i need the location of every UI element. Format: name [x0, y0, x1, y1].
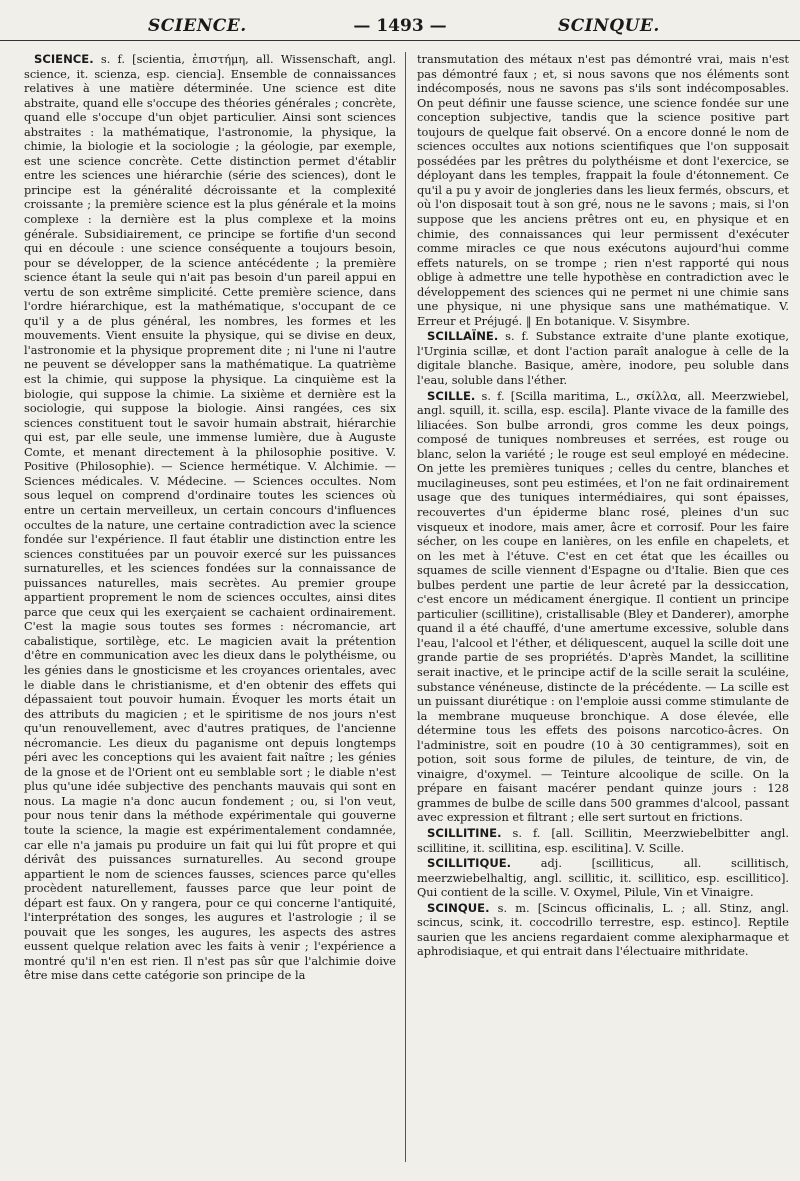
entry-scinque — [417, 901, 789, 959]
entry-headword: SCILLAÏNE. — [427, 329, 499, 344]
header-right-guideword: SCINQUE. — [558, 16, 660, 36]
left-column — [24, 52, 396, 1170]
entry-text: s. f. Substance extraite d'une plante exotique, l'Urginia scillæ, et dont l'action paraît analogue à celle de la digitale blanche. Basique, amère, inodore, peu soluble dans l'eau, soluble dans l'éther. — [417, 329, 789, 388]
entry-scillitine — [417, 826, 789, 855]
entry-text: s. f. [scientia, ἐπιστήμη, all. Wissenschaft, angl. science, it. scienza, esp. ciencia]. Ensemble de connaissances relatives à une matière déterminée. Une science est dite abstraite, quand elle s'occupe des théories générales ; concrète, quand elle s'occupe d'un objet particulier. Ainsi sont sciences abstraites : la mathématique, l'astronomie, la physique, la chimie, la biologie et la sociologie ; la géologie, par exemple, est une science concrète. Cette distinction permet d'établir entre les sciences une hiérarchie (série des sciences), dont le principe est la généralité décroissante et la complexité croissante ; la première science est la plus générale et la moins complexe : la dernière est la plus complexe et la moins générale. Subsidiairement, ce principe se fortifie d'un second qui en découle : une science conséquente a toujours besoin, pour se développer, de la science antécédente ; la première science étant la seule qui n'ait pas besoin d'un pareil appui en vertu de son extrême simplicité. Cette première science, dans l'ordre hiérarchique, est la mathématique, s'occupant de ce qu'il y a de plus général, les nombres, les formes et les mouvements. Vient ensuite la physique, qui se divise en deux, l'astronomie et la physique proprement dite ; ni l'une ni l'autre ne peuvent se développer sans la mathématique. La quatrième est la chimie, qui suppose la physique. La cinquième est la biologie, qui suppose la chimie. La sixième et dernière est la sociologie, qui suppose la biologie. Ainsi rangées, ces six sciences constituent tout le savoir humain abstrait, hiérarchie qui est, par elle seule, une immense lumière, due à Auguste Comte, et menant directement à la philosophie positive. V. Positive (Philosophie). — Science hermétique. V. Alchimie. — Sciences médicales. V. Médecine. — Sciences occultes. Nom sous lequel on comprend d'ordinaire toutes les sciences où entre un certain merveilleux, un certain concours d'influences occultes de la nature, une certaine contradiction avec la science fondée sur l'expérience. Il faut établir une distinction entre les sciences constituées par un pouvoir exercé sur les puissances surnaturelles, et les sciences fondées sur la connaissance de puissances naturelles, mais secrètes. Au premier groupe appartient proprement le nom de sciences occultes, ainsi dites parce que ceux qui les exerçaient se cachaient ordinairement. C'est la magie sous toutes ses formes : nécromancie, art cabalistique, sortilège, etc. Le magicien avait la prétention d'être en communication avec les dieux dans le polythéisme, ou les génies dans le gnosticisme et les croyances orientales, avec le diable dans le christianisme, et d'en obtenir des effets qui dépassaient tout pouvoir humain. Évoquer les morts était un des attributs du magicien ; et le spiritisme de nos jours n'est qu'un renouvellement, avec d'autres pratiques, de l'ancienne nécromancie. Les dieux du paganisme ont depuis longtemps péri avec les conceptions qui les avaient fait naître ; les génies de la gnose et de l'Orient ont eu semblable sort ; le diable n'est plus qu'une idée subjective des penchants mauvais qui sont en nous. La magie n'a donc aucun fondement ; ou, si l'on veut, pour nous tenir dans la méthode expérimentale qui gouverne toute la science, la magie est expérimentalement condamnée, car elle n'a jamais pu produire un fait qui lui fût propre et qui dérivât des puissances surnaturelles. Au second groupe appartient le nom de sciences fausses, sciences parce qu'elles procèdent naturellement, fausses parce que leur point de départ est faux. On y rangera, pour ce qui concerne l'antiquité, l'interprétation des songes, les augures et l'astrologie ; il se pouvait que les songes, les augures, les aspects des astres eussent quelque relation avec les faits à venir ; l'expérience a montré qu'il n'en est rien. Il n'est pas sûr que l'alchimie doive être mise dans cette catégorie son principe de la — [24, 52, 396, 983]
page-header — [0, 10, 800, 41]
entry-headword: SCIENCE. — [34, 52, 94, 66]
entry-headword: SCILLE. — [427, 388, 476, 403]
right-column — [417, 52, 789, 1170]
entry-text: transmutation des métaux n'est pas démontré vrai, mais n'est pas démontré faux ; et, si nous savons que nos éléments sont indécomposés, nous ne savons pas s'ils sont indécomposables. On peut définir une fausse science, une science fondée sur une conception subjective, tandis que la science positive part toujours de quelque fait observé. On a encore donné le nom de sciences occultes aux notions scientifiques que l'on supposait possédées par les prêtres du polythéisme et dont l'exercice, se déployant dans les temples, frappait la foule d'étonnement. Ce qu'il a pu y avoir de jongleries dans les lieux fermés, obscurs, et où l'on disposait tout à son gré, nous ne le savons ; mais, si l'on suppose que les anciens prêtres ont eu, en physique et en chimie, des connaissances qui leur permissent d'exécuter comme miracles ce que nous exécutons aujourd'hui comme effets naturels, on se trompe ; rien n'est rapporté qui nous oblige à admettre une telle hypothèse en contradiction avec le développement des sciences qui ne permet ni une chimie sans une physique, ni une physique sans une mathématique. V. Erreur et Préjugé. ‖ En botanique. V. Sisymbre. — [417, 52, 789, 328]
entry-scillaine — [417, 329, 789, 387]
entry-science — [24, 52, 396, 983]
entry-headword: SCILLITINE. — [427, 825, 502, 840]
entry-headword: SCILLITIQUE. — [427, 856, 512, 871]
entry-science-continued — [417, 52, 789, 328]
entry-scillitique — [417, 856, 789, 900]
column-divider — [405, 52, 406, 1162]
header-left-guideword: SCIENCE. — [148, 16, 247, 36]
entry-text: s. f. [Scilla maritima, L., σκίλλα, all. Meerzwiebel, angl. squill, it. scilla, esp. escila]. Plante vivace de la famille des liliacées. Son bulbe arrondi, gros comme les deux poings, composé de tuniques nombreuses et serrées, est rouge ou blanc, selon la variété ; le rouge est seul employé en médecine. On jette les premières tuniques ; celles du centre, blanches et mucilagineuses, sont peu estimées, et l'on ne fait ordinairement usage que des tuniques intermédiaires, qui sont épaisses, recouvertes d'un épiderme blanc rosé, pleines d'un suc visqueux et inodore, mais amer, âcre et corrosif. Pour les faire sécher, on les coupe en lanières, on les enfile en chapelets, et on les met à l'étuve. C'est en cet état que les écailles ou squames de scille viennent d'Espagne ou d'Italie. Bien que ces bulbes perdent une partie de leur âcreté par la dessiccation, c'est encore un médicament énergique. Il contient un principe particulier (scillitine), cristallisable (Bley et Danderer), amorphe quand il a été chauffé, d'une amertume excessive, soluble dans l'eau, l'alcool et l'éther, et déliquescent, auquel la scille doit une grande partie de ses propriétés. D'après Mandet, la scillitine serait inactive, et le principe actif de la scille serait la sculéine, substance vénéneuse, distincte de la précédente. — La scille est un puissant diurétique : on l'emploie aussi comme stimulante de la membrane muqueuse bronchique. A dose élevée, elle détermine tous les effets des poisons narcotico-âcres. On l'administre, soit en poudre (10 à 30 centigrammes), soit en potion, soit sous forme de pilules, de teinture, de vin, de vinaigre, d'oxymel. — Teinture alcoolique de scille. On la prépare en faisant macérer pendant quinze jours : 128 grammes de bulbe de scille dans 500 grammes d'alcool, passant avec expression et filtrant ; elle sert surtout en frictions. — [417, 388, 789, 825]
entry-text: s. f. [all. Scillitin, Meerzwiebelbitter angl. scillitine, it. scillitina, esp. escilitina]. V. Scille. — [417, 825, 789, 855]
page-number: — 1493 — — [353, 16, 447, 36]
entry-text: adj. [scilliticus, all. scillitisch, meerzwiebelhaltig, angl. scillitic, it. scillitico, esp. escillitico]. Qui contient de la scille. V. Oxymel, Pilule, Vin et Vinaigre. — [417, 856, 789, 900]
entry-text: s. m. [Scincus officinalis, L. ; all. Stinz, angl. scincus, scink, it. coccodrillo terrestre, esp. estinco]. Reptile saurien que les anciens regardaient comme alexipharmaque et aphrodisiaque, et qui entrait dans l'électuaire mithridate. — [417, 900, 789, 959]
entry-headword: SCINQUE. — [427, 900, 490, 915]
entry-scille — [417, 389, 789, 825]
